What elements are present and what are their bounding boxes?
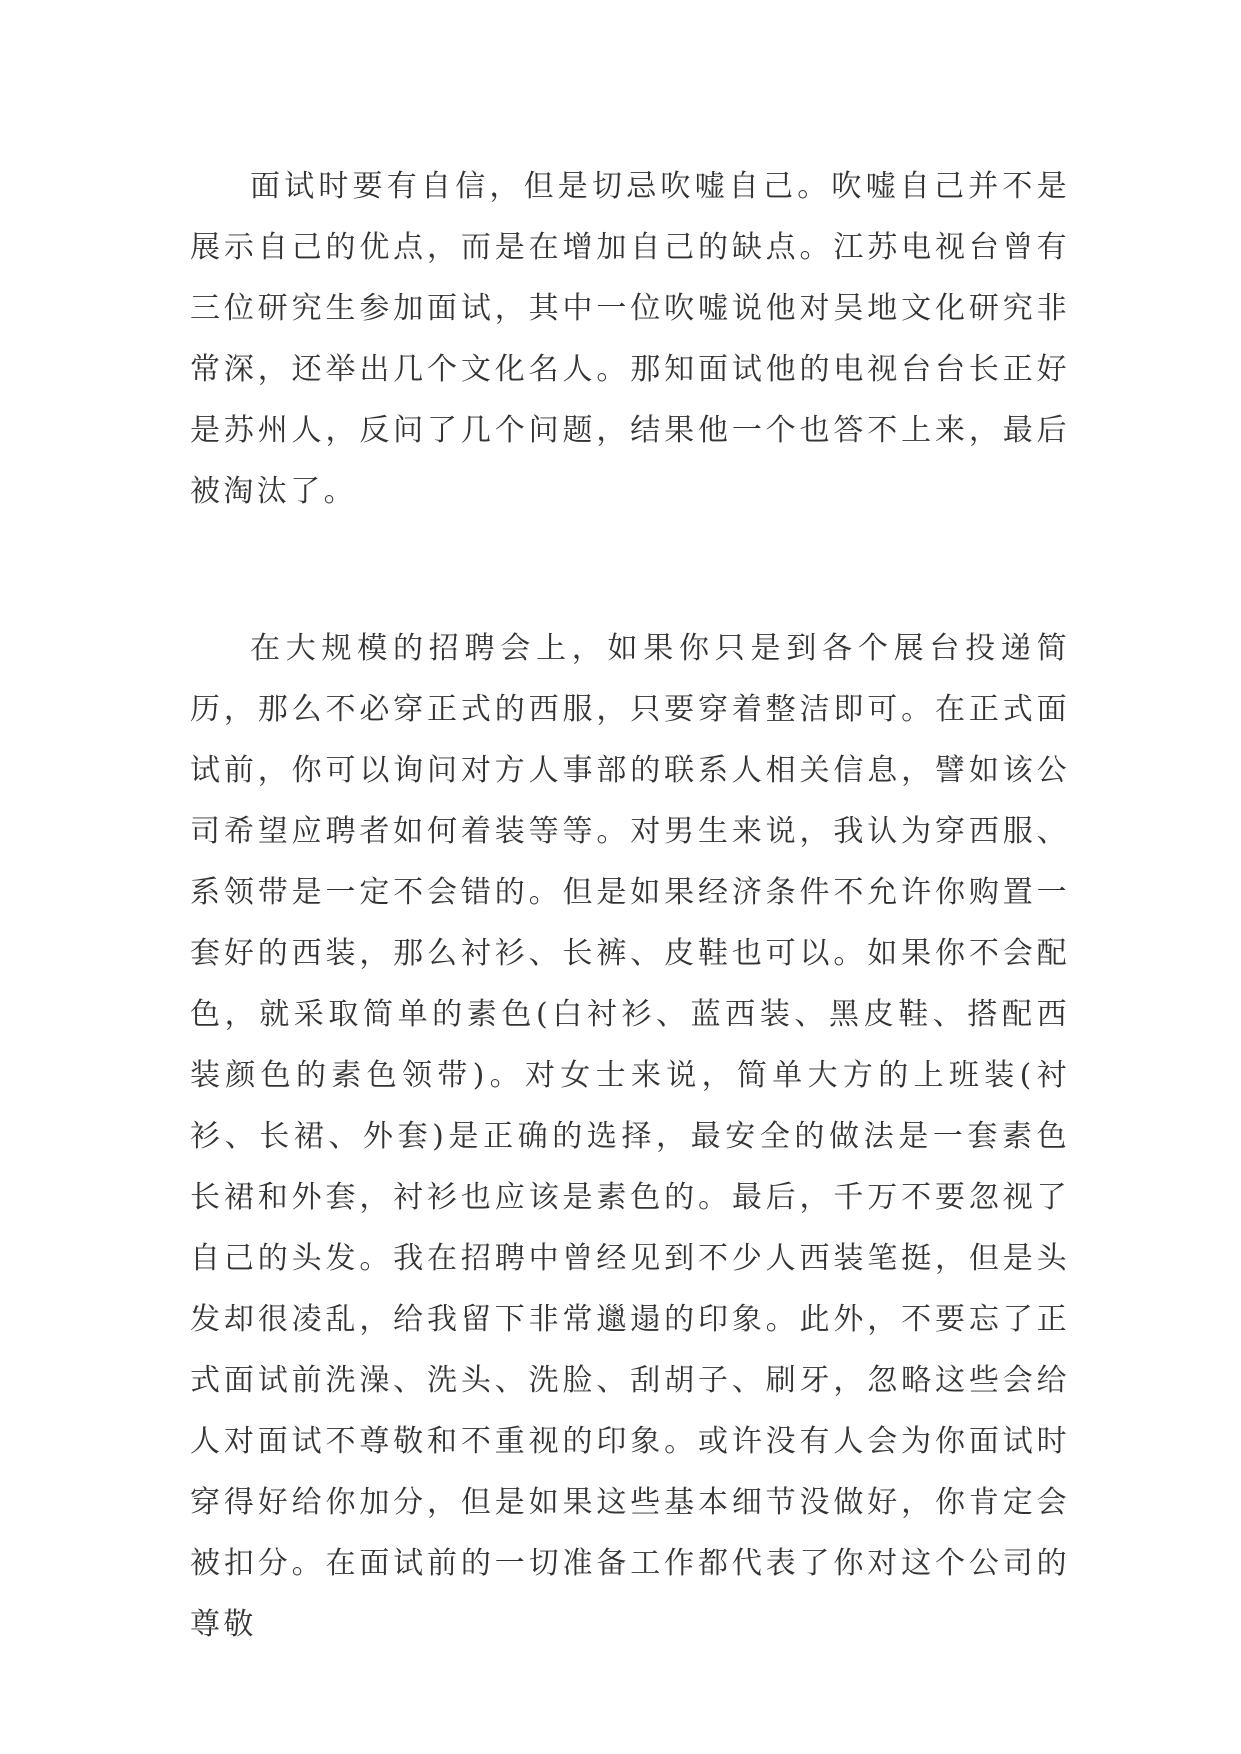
paragraph-confidence: 面试时要有自信，但是切忌吹嘘自己。吹嘘自己并不是展示自己的优点，而是在增加自己的缺点。江苏电视台曾有三位研究生参加面试，其中一位吹嘘说他对吴地文化研究非常深，还举出几个文化名人。那知面试他的电视台台长正好是苏州人，反问了几个问题，结果他一个也答不上来，最后被淘汰了。: [190, 169, 1070, 509]
paragraph-dress-code: 在大规模的招聘会上，如果你只是到各个展台投递简历，那么不必穿正式的西服，只要穿着整洁即可。在正式面试前，你可以询问对方人事部的联系人相关信息，譬如该公司希望应聘者如何着装等等。对男生来说，我认为穿西服、系领带是一定不会错的。但是如果经济条件不允许你购置一套好的西装，那么衬衫、长裤、皮鞋也可以。如果你不会配色，就采取简单的素色(白衬衫、蓝西装、黑皮鞋、搭配西装颜色的素色领带)。对女士来说，简单大方的上班装(衬衫、长裙、外套)是正确的选择，最安全的做法是一套素色长裙和外套，衬衫也应该是素色的。最后，千万不要忽视了自己的头发。我在招聘中曾经见到不少人西装笔挺，但是头发却很凌乱，给我留下非常邋遢的印象。此外，不要忘了正式面试前洗澡、洗头、洗脸、刮胡子、刷牙，忽略这些会给人对面试不尊敬和不重视的印象。或许没有人会为你面试时穿得好给你加分，但是如果这些基本细节没做好，你肯定会被扣分。在面试前的一切准备工作都代表了你对这个公司的尊敬: [190, 631, 1070, 1642]
